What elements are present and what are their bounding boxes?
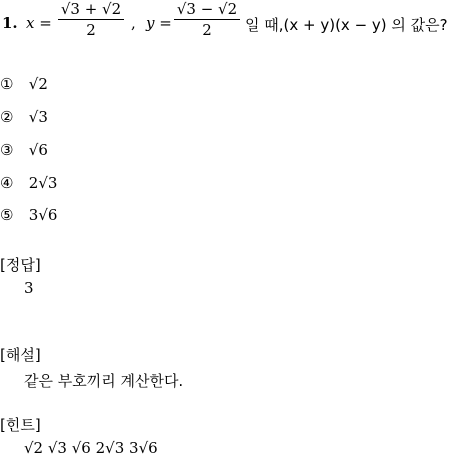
hint-text: √2 √3 √6 2√3 3√6 bbox=[24, 439, 158, 457]
x-denominator: 2 bbox=[86, 21, 96, 39]
question-tail: 일 때,(x + y)(x − y) 의 값은? bbox=[245, 16, 448, 34]
x-fraction bbox=[58, 0, 124, 39]
x-label: x = bbox=[26, 14, 52, 32]
y-label: y = bbox=[146, 14, 172, 32]
explanation-label: [해설] bbox=[0, 346, 41, 364]
choice-value: 2√3 bbox=[28, 174, 58, 192]
choice-1[interactable] bbox=[0, 75, 48, 93]
explanation-text: 같은 부호끼리 계산한다. bbox=[24, 372, 184, 390]
choice-value: √3 bbox=[28, 108, 48, 126]
y-fraction bbox=[174, 0, 240, 39]
answer-value: 3 bbox=[24, 279, 34, 297]
choice-5[interactable] bbox=[0, 206, 57, 224]
y-denominator: 2 bbox=[202, 21, 212, 39]
hint-label: [힌트] bbox=[0, 416, 41, 434]
separator: , bbox=[131, 14, 136, 32]
x-fraction-bar bbox=[58, 19, 124, 20]
choice-value: √6 bbox=[28, 141, 48, 159]
y-fraction-bar bbox=[174, 19, 240, 20]
choice-value: √2 bbox=[28, 75, 48, 93]
x-numerator: √3 + √2 bbox=[60, 0, 122, 18]
choice-marker: ③ bbox=[0, 141, 14, 159]
choice-3[interactable] bbox=[0, 141, 48, 159]
choice-2[interactable] bbox=[0, 108, 48, 126]
choice-marker: ⑤ bbox=[0, 206, 14, 224]
choice-marker: ② bbox=[0, 108, 14, 126]
choice-value: 3√6 bbox=[28, 206, 58, 224]
choice-4[interactable] bbox=[0, 174, 57, 192]
answer-label: [정답] bbox=[0, 256, 41, 274]
choice-marker: ④ bbox=[0, 174, 14, 192]
question-number: 1. bbox=[2, 14, 18, 32]
choice-marker: ① bbox=[0, 75, 14, 93]
y-numerator: √3 − √2 bbox=[176, 0, 238, 18]
